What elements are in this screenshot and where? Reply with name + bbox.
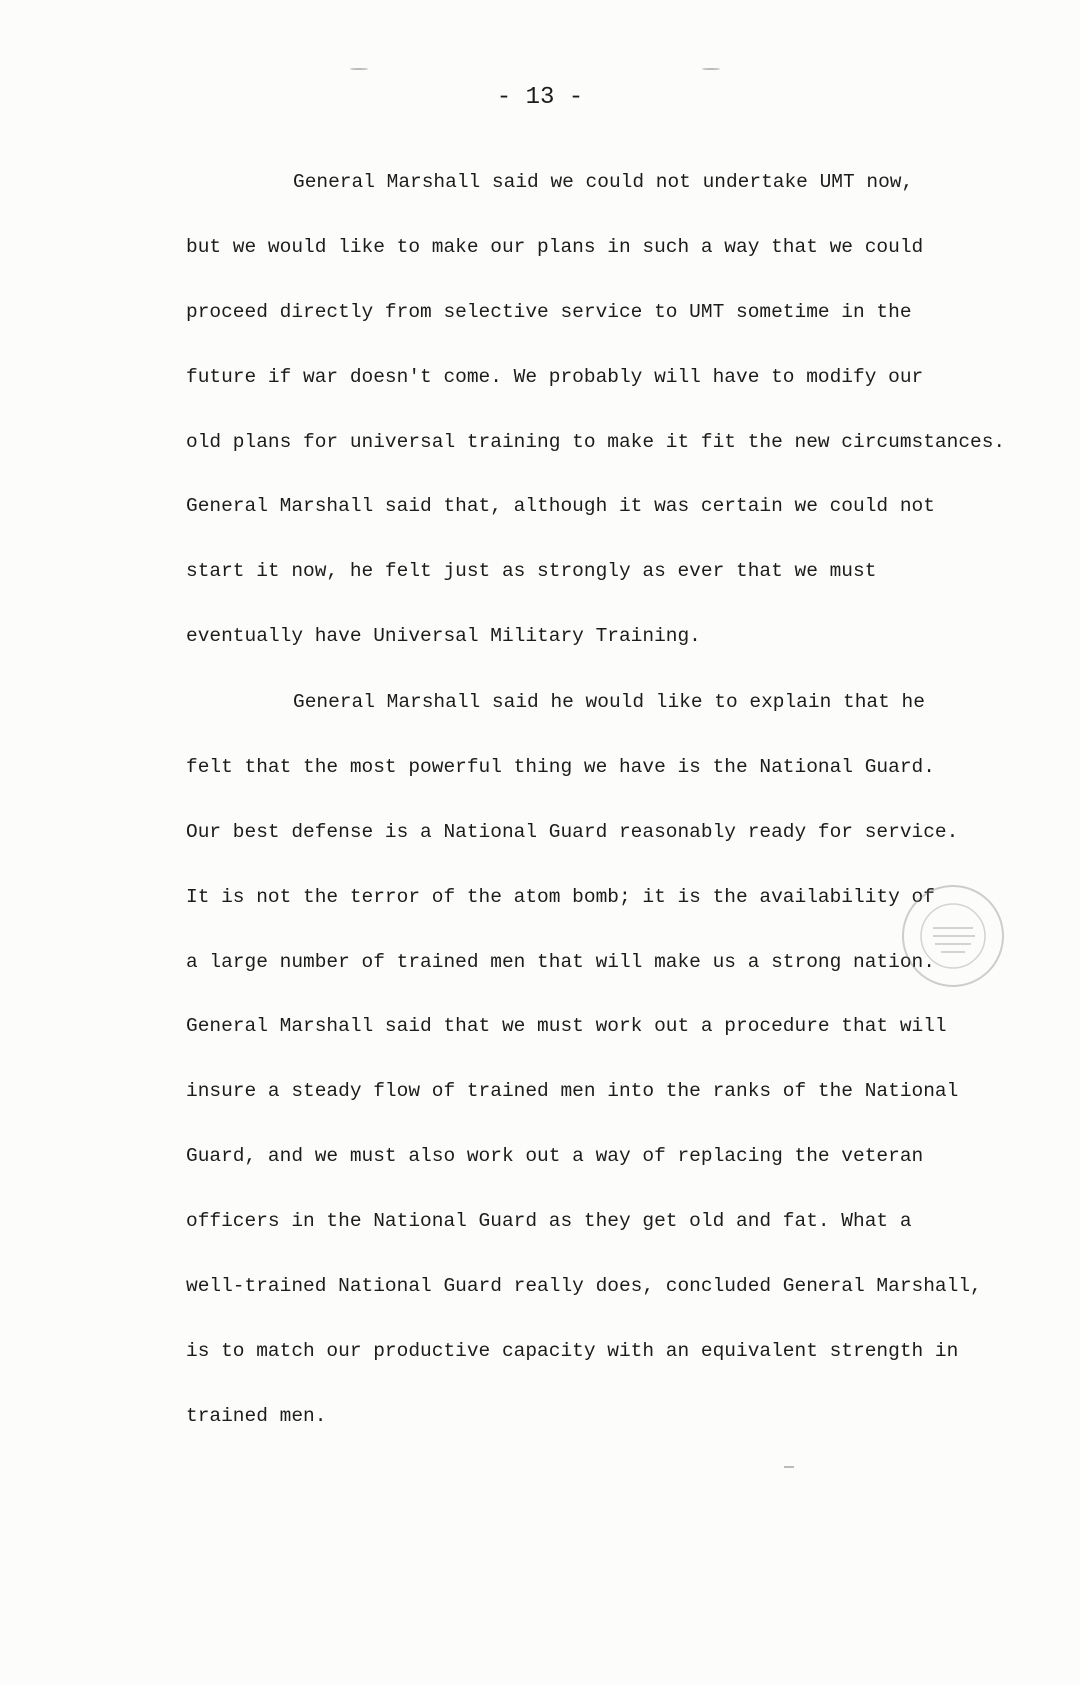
text-line: but we would like to make our plans in such a way that we could bbox=[186, 235, 924, 258]
paragraph-2 bbox=[186, 670, 982, 1449]
text-line: a large number of trained men that will make us a strong nation. bbox=[186, 950, 935, 973]
archive-stamp-icon bbox=[897, 880, 1009, 992]
text-line: proceed directly from selective service to UMT sometime in the bbox=[186, 300, 912, 323]
text-line: future if war doesn't come. We probably will have to modify our bbox=[186, 365, 924, 388]
text-line: well-trained National Guard really does, concluded General Marshall, bbox=[186, 1275, 982, 1298]
text-line: General Marshall said that, although it was certain we could not bbox=[186, 495, 935, 518]
text-line: felt that the most powerful thing we have is the National Guard. bbox=[186, 755, 935, 778]
text-line: General Marshall said we could not undertake UMT now, bbox=[293, 171, 914, 193]
text-line: Guard, and we must also work out a way of replacing the veteran bbox=[186, 1145, 924, 1168]
text-line: eventually have Universal Military Training. bbox=[186, 625, 701, 648]
paragraph-1 bbox=[186, 150, 1005, 669]
text-line: trained men. bbox=[186, 1404, 327, 1427]
text-line: is to match our productive capacity with an equivalent strength in bbox=[186, 1339, 959, 1362]
text-line: officers in the National Guard as they get old and fat. What a bbox=[186, 1210, 912, 1233]
text-line: start it now, he felt just as strongly as ever that we must bbox=[186, 560, 877, 583]
scan-mark bbox=[784, 1466, 794, 1468]
scan-mark bbox=[702, 68, 720, 70]
page-number: - 13 - bbox=[496, 84, 584, 111]
text-line: Our best defense is a National Guard reasonably ready for service. bbox=[186, 820, 959, 843]
text-line: It is not the terror of the atom bomb; it is the availability of bbox=[186, 885, 935, 908]
text-line: General Marshall said that we must work out a procedure that will bbox=[186, 1015, 947, 1038]
scan-mark bbox=[350, 68, 368, 70]
text-line: old plans for universal training to make it fit the new circumstances. bbox=[186, 430, 1006, 453]
text-line: insure a steady flow of trained men into the ranks of the National bbox=[186, 1080, 959, 1103]
text-line: General Marshall said he would like to explain that he bbox=[293, 691, 925, 713]
